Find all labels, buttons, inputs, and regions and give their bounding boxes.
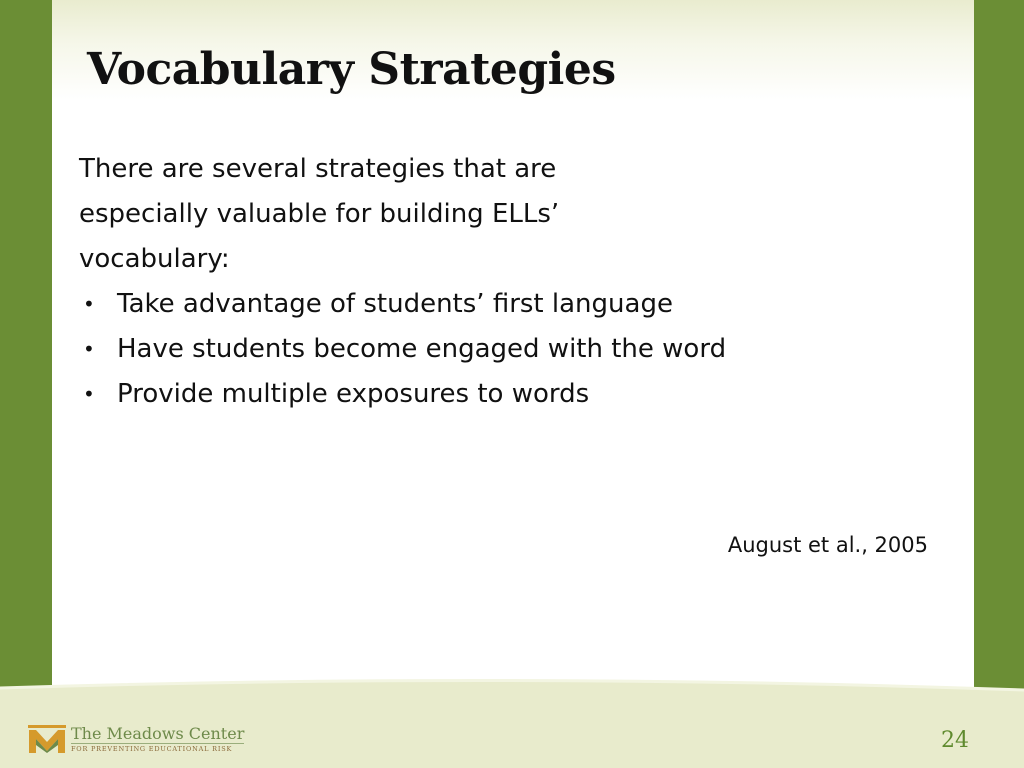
intro-paragraph: There are several strategies that are especially valuable for building ELLs’ vocabulary: <box>79 154 560 274</box>
logo-tagline: FOR PREVENTING EDUCATIONAL RISK <box>71 745 233 753</box>
meadows-m-icon <box>28 725 66 753</box>
left-green-bar <box>0 0 52 690</box>
page-number: 24 <box>941 728 969 753</box>
list-item <box>79 327 726 372</box>
strategy-list <box>79 282 726 417</box>
citation: August et al., 2005 <box>727 533 928 557</box>
list-item-text: Provide multiple exposures to words <box>117 379 590 409</box>
slide-title: Vocabulary Strategies <box>87 44 616 95</box>
list-item-text: Take advantage of students’ first language <box>117 289 673 319</box>
meadows-center-logo <box>28 724 244 754</box>
list-item <box>79 372 726 417</box>
right-green-bar <box>974 0 1024 690</box>
list-item-text: Have students become engaged with the word <box>117 334 727 364</box>
bullet-icon: • <box>83 292 95 316</box>
list-item <box>79 282 726 327</box>
bullet-icon: • <box>83 337 95 361</box>
bullet-icon: • <box>83 382 95 406</box>
logo-name: The Meadows Center <box>71 724 245 743</box>
footer-band <box>0 676 1024 768</box>
